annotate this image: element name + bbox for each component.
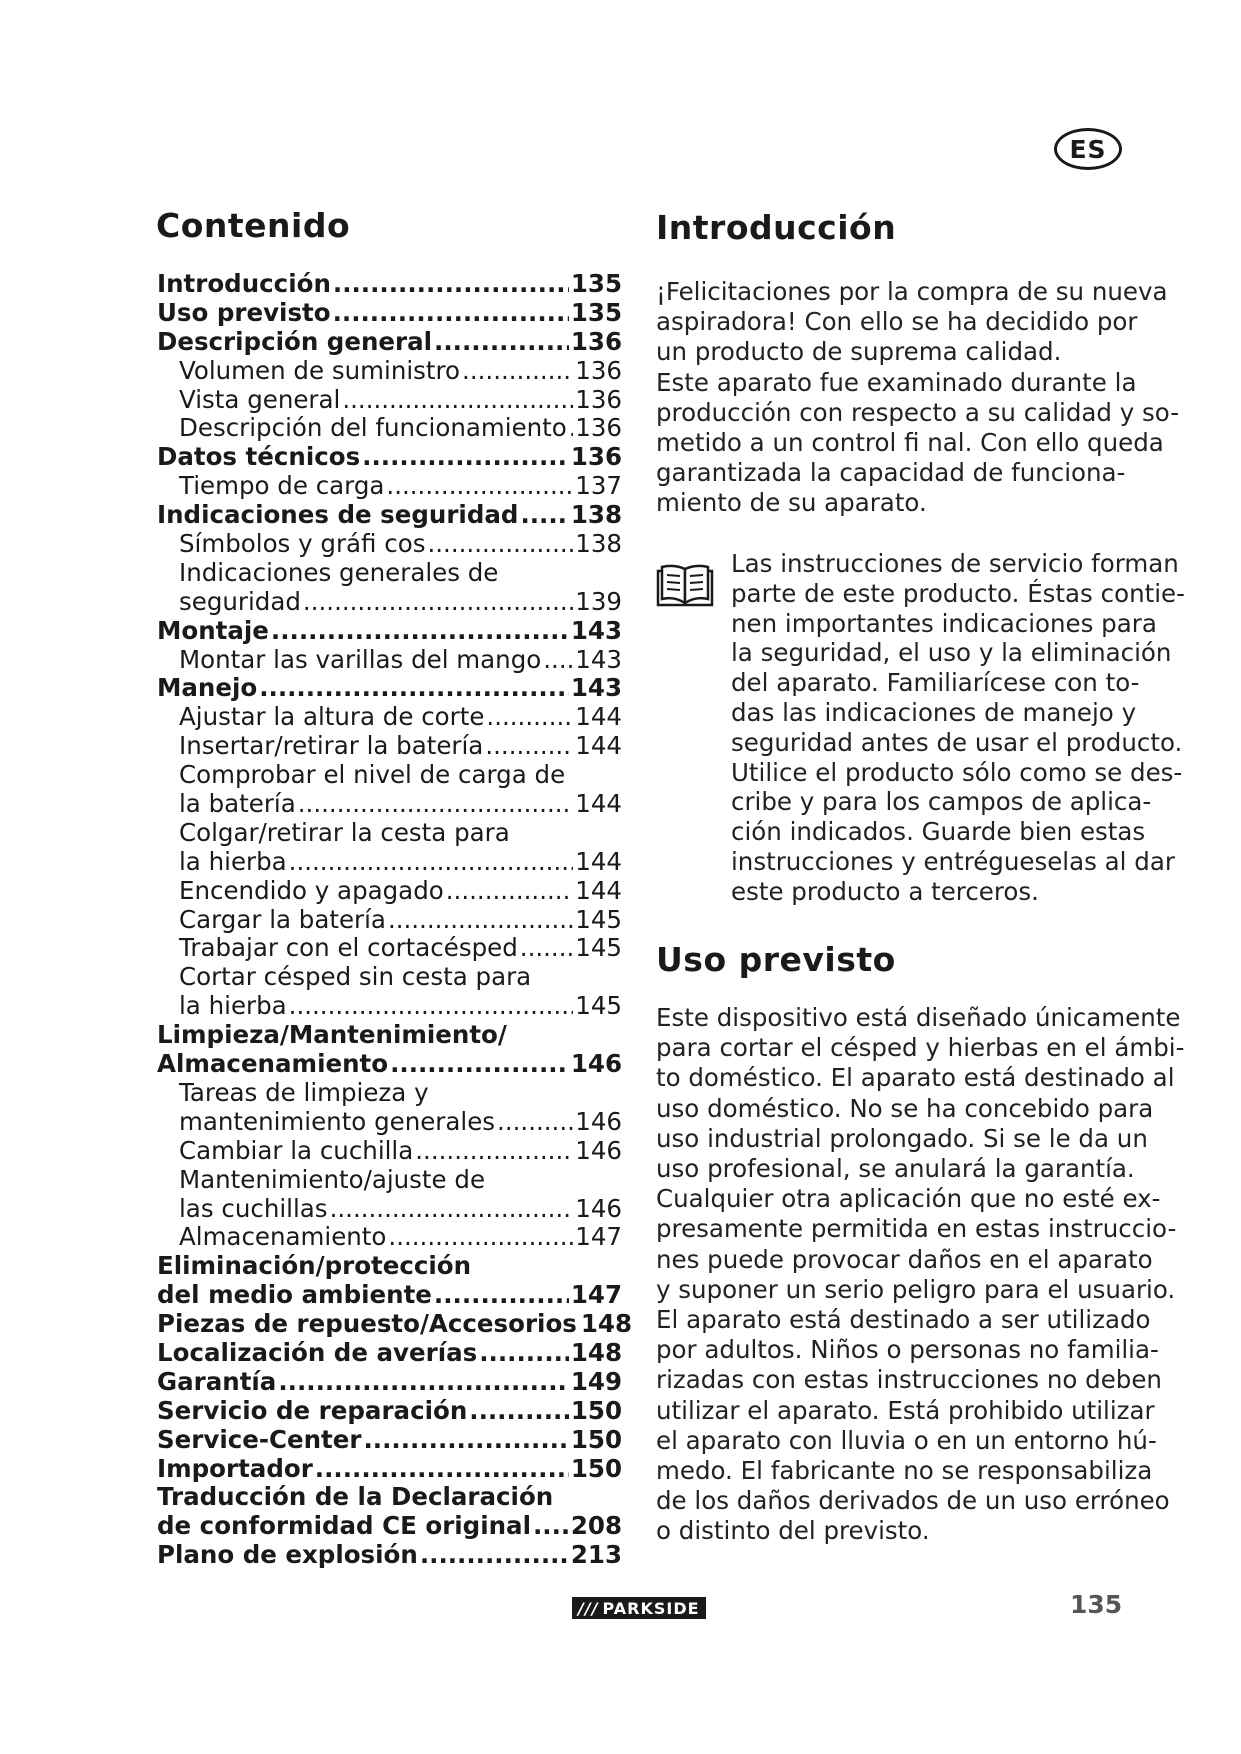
toc-entry — [157, 1426, 622, 1455]
toc-entry-label: Plano de explosión — [157, 1540, 418, 1570]
uso-title: Uso previsto — [656, 940, 896, 979]
toc-leader-dots — [520, 501, 568, 530]
toc-leader-dots — [486, 703, 573, 732]
text-line: parte de este producto. Éstas contie- — [731, 578, 1185, 608]
text-line: Utilice el producto sólo como se des- — [731, 757, 1183, 787]
toc-leader-dots — [420, 1541, 569, 1570]
toc-leader-dots — [315, 1455, 569, 1484]
toc-entry-page: 143 — [570, 615, 622, 645]
text-line: para cortar el césped y hierbas en el ámbi- — [656, 1033, 1185, 1063]
toc-leader-dots — [333, 299, 569, 328]
toc-title: Contenido — [156, 206, 351, 245]
toc-entry — [157, 963, 622, 992]
toc-entry — [157, 299, 622, 328]
text-line: ¡Felicitaciones por la compra de su nueva — [656, 277, 1168, 306]
toc-entry-page: 147 — [570, 1280, 622, 1310]
toc-entry — [157, 1252, 622, 1281]
toc-entry-page: 136 — [570, 326, 622, 356]
manual-note — [731, 549, 1185, 907]
toc-entry-label: de conformidad CE original — [157, 1511, 531, 1541]
brand-logo — [572, 1597, 706, 1619]
toc-entry-label: Montaje — [157, 615, 269, 645]
toc-entry — [157, 1108, 622, 1137]
text-line: cribe y para los campos de aplica- — [731, 787, 1152, 817]
toc-entry-label: Almacenamiento — [179, 1222, 387, 1252]
toc-leader-dots — [479, 1339, 569, 1368]
toc-entry-page: 144 — [575, 702, 622, 732]
toc-entry-page: 136 — [575, 355, 622, 385]
toc-entry-page: 148 — [580, 1309, 633, 1339]
toc-leader-dots — [388, 1223, 573, 1252]
toc-entry — [157, 1339, 622, 1368]
toc-entry-label: del medio ambiente — [157, 1280, 432, 1310]
text-line: y suponer un serio peligro para el usuario. — [656, 1274, 1176, 1304]
text-line: nen importantes indicaciones para — [731, 608, 1157, 638]
toc-entry-label: Indicaciones generales de — [179, 557, 499, 587]
toc-entry-page: 139 — [575, 586, 622, 616]
text-line: uso industrial prolongado. Si se le da un — [656, 1123, 1148, 1153]
toc-entry-page: 138 — [570, 500, 622, 530]
toc-leader-dots — [462, 357, 573, 386]
toc-entry — [157, 472, 622, 501]
toc-leader-dots — [342, 386, 573, 415]
text-line: to doméstico. El aparato está destinado al — [656, 1063, 1175, 1093]
toc-entry-label: Insertar/retirar la batería — [179, 731, 484, 761]
toc-entry-page: 146 — [575, 1106, 622, 1136]
toc-entry-label: Almacenamiento — [157, 1049, 389, 1079]
toc-entry-label: Uso previsto — [157, 297, 331, 327]
toc-entry-label: Cambiar la cuchilla — [179, 1135, 414, 1165]
toc-entry — [157, 1281, 622, 1310]
toc-entry — [157, 588, 622, 617]
toc-entry-label: Ajustar la altura de corte — [179, 702, 485, 732]
toc-leader-dots — [333, 270, 569, 299]
toc-entry — [157, 386, 622, 415]
toc-leader-dots — [569, 414, 573, 443]
toc-leader-dots — [390, 1050, 569, 1079]
toc-entry-page: 146 — [575, 1135, 622, 1165]
toc-entry-label: Volumen de suministro — [179, 355, 461, 385]
toc-entry-page: 143 — [570, 673, 622, 703]
toc-entry — [157, 414, 622, 443]
toc-entry-label: Datos técnicos — [157, 442, 361, 472]
toc-leader-dots — [259, 674, 569, 703]
text-line: Las instrucciones de servicio forman — [731, 549, 1179, 578]
uso-paragraph — [656, 1003, 1185, 1547]
toc-entry-label: Tiempo de carga — [179, 471, 385, 501]
text-line: uso doméstico. No se ha concebido para — [656, 1093, 1154, 1123]
toc-leader-dots — [362, 443, 569, 472]
toc-leader-dots — [434, 1281, 569, 1310]
toc-entry — [157, 819, 622, 848]
toc-entry-label: la batería — [179, 789, 296, 819]
toc-entry-label: la hierba — [179, 846, 287, 876]
text-line: o distinto del previsto. — [656, 1516, 930, 1546]
toc-entry — [157, 906, 622, 935]
toc-entry-page: 150 — [570, 1424, 622, 1454]
text-line: producción con respecto a su calidad y so- — [656, 397, 1180, 427]
toc-entry-label: Localización de averías — [157, 1337, 478, 1367]
toc-entry-page: 137 — [575, 471, 622, 501]
text-line: El aparato está destinado a ser utilizado — [656, 1305, 1151, 1335]
toc-entry — [157, 934, 622, 963]
toc-entry — [157, 703, 622, 732]
toc-leader-dots — [303, 588, 573, 617]
toc-entry-page: 149 — [570, 1366, 622, 1396]
toc-entry-label: Garantía — [157, 1366, 277, 1396]
toc-entry-page: 145 — [575, 904, 622, 934]
toc-entry-page: 208 — [570, 1511, 622, 1541]
text-line: das las indicaciones de manejo y — [731, 697, 1137, 727]
toc-entry-label: Montar las varillas del mango — [179, 644, 542, 674]
toc-entry — [157, 992, 622, 1021]
toc-entry — [157, 1195, 622, 1224]
text-line: aspiradora! Con ello se ha decidido por — [656, 307, 1138, 337]
toc-entry-page: 213 — [570, 1540, 622, 1570]
toc-entry-label: Limpieza/Mantenimiento/ — [157, 1020, 507, 1050]
toc-entry-page: 144 — [575, 846, 622, 876]
toc-entry — [157, 790, 622, 819]
toc-entry-label: Mantenimiento/ajuste de — [179, 1164, 486, 1194]
toc-entry-label: Traducción de la Declaración — [157, 1482, 554, 1512]
text-line: el aparato con lluvia o en un entorno hú- — [656, 1425, 1157, 1455]
toc-leader-dots — [427, 530, 573, 559]
toc-entry-page: 143 — [575, 644, 622, 674]
toc-leader-dots — [543, 646, 573, 675]
intro-title: Introducción — [656, 208, 897, 247]
toc-entry — [157, 848, 622, 877]
toc-entry — [157, 1483, 622, 1512]
toc-entry-page: 148 — [570, 1337, 622, 1367]
toc-entry — [157, 1021, 622, 1050]
text-line: garantizada la capacidad de funciona- — [656, 458, 1126, 488]
toc-leader-dots — [520, 934, 573, 963]
toc-entry — [157, 1166, 622, 1195]
text-line: Este dispositivo está diseñado únicamente — [656, 1003, 1181, 1032]
toc-entry-label: Indicaciones de seguridad — [157, 500, 519, 530]
toc-entry — [157, 877, 622, 906]
toc-entry-label: Cargar la batería — [179, 904, 386, 934]
toc-entry-page: 150 — [570, 1395, 622, 1425]
toc-entry — [157, 1455, 622, 1484]
text-line: por adultos. Niños o personas no familia- — [656, 1335, 1159, 1365]
page-number: 135 — [1070, 1590, 1123, 1619]
toc-entry — [157, 1079, 622, 1108]
toc-entry — [157, 1368, 622, 1397]
toc-entry — [157, 501, 622, 530]
toc-entry — [157, 646, 622, 675]
toc-entry-label: Servicio de reparación — [157, 1395, 468, 1425]
text-line: rizadas con estas instrucciones no deben — [656, 1365, 1162, 1395]
toc-entry-label: las cuchillas — [179, 1193, 328, 1223]
toc-entry — [157, 1512, 622, 1541]
toc-entry-label: Descripción del funcionamiento — [179, 413, 567, 443]
toc-leader-dots — [298, 790, 573, 819]
toc-entry — [157, 761, 622, 790]
text-line: medo. El fabricante no se responsabiliza — [656, 1456, 1153, 1486]
text-line: metido a un control fi nal. Con ello queda — [656, 428, 1164, 458]
toc-leader-dots — [497, 1108, 573, 1137]
toc-entry-page: 144 — [575, 731, 622, 761]
toc-entry-page: 145 — [575, 933, 622, 963]
toc-entry-page: 136 — [575, 384, 622, 414]
intro-paragraph — [656, 277, 1180, 519]
toc-entry-page: 135 — [570, 297, 622, 327]
toc-leader-dots — [446, 877, 573, 906]
toc-leader-dots — [415, 1137, 573, 1166]
toc-entry — [157, 732, 622, 761]
toc-leader-dots — [485, 732, 573, 761]
text-line: presamente permitida en estas instruccio- — [656, 1214, 1177, 1244]
text-line: la seguridad, el uso y la eliminación — [731, 638, 1172, 668]
toc-entry-label: Eliminación/protección — [157, 1251, 472, 1281]
toc-leader-dots — [278, 1368, 569, 1397]
toc-entry — [157, 1050, 622, 1079]
toc-entry-page: 146 — [570, 1049, 622, 1079]
toc-leader-dots — [363, 1426, 568, 1455]
text-line: ción indicados. Guarde bien estas — [731, 817, 1146, 847]
text-line: uso profesional, se anulará la garantía. — [656, 1154, 1135, 1184]
toc-entry — [157, 1137, 622, 1166]
text-line: instrucciones y entrégueselas al dar — [731, 846, 1175, 876]
table-of-contents — [157, 269, 633, 1570]
toc-entry-page: 144 — [575, 875, 622, 905]
toc-entry-label: Service-Center — [157, 1424, 362, 1454]
toc-leader-dots — [271, 617, 569, 646]
text-line: este producto a terceros. — [731, 876, 1039, 906]
toc-leader-dots — [386, 472, 573, 501]
toc-entry-label: Símbolos y gráfi cos — [179, 529, 426, 559]
toc-entry — [157, 357, 622, 386]
toc-entry — [157, 328, 622, 357]
toc-entry-label: Importador — [157, 1453, 313, 1483]
toc-entry-label: Descripción general — [157, 326, 433, 356]
toc-entry-page: 135 — [570, 269, 622, 298]
toc-entry — [157, 443, 622, 472]
toc-entry — [157, 674, 622, 703]
toc-entry-label: Tareas de limpieza y — [179, 1077, 429, 1107]
toc-entry-label: Introducción — [157, 269, 331, 298]
toc-entry — [157, 1541, 622, 1570]
toc-entry — [157, 617, 622, 646]
text-line: seguridad antes de usar el producto. — [731, 727, 1183, 757]
language-badge: ES — [1054, 128, 1122, 170]
toc-entry-label: Encendido y apagado — [179, 875, 444, 905]
toc-entry-page: 145 — [575, 991, 622, 1021]
toc-leader-dots — [289, 992, 574, 1021]
toc-leader-dots — [388, 906, 573, 935]
text-line: utilizar el aparato. Está prohibido utilizar — [656, 1395, 1155, 1425]
text-line: de los daños derivados de un uso erróneo — [656, 1486, 1170, 1516]
toc-entry-label: Piezas de repuesto/Accesorios — [157, 1309, 577, 1339]
toc-leader-dots — [434, 328, 569, 357]
toc-entry-label: Trabajar con el cortacésped — [179, 933, 518, 963]
text-line: Cualquier otra aplicación que no esté ex- — [656, 1184, 1161, 1214]
brand-slashes: /// — [578, 1598, 599, 1618]
text-line: miento de su aparato. — [656, 488, 927, 518]
toc-entry — [157, 559, 622, 588]
toc-entry-page: 136 — [575, 413, 622, 443]
toc-entry-page: 136 — [570, 442, 622, 472]
toc-leader-dots — [330, 1195, 574, 1224]
toc-entry-label: Colgar/retirar la cesta para — [179, 817, 510, 847]
toc-entry-label: seguridad — [179, 586, 301, 616]
toc-entry-page: 150 — [570, 1453, 622, 1483]
toc-entry-page: 144 — [575, 789, 622, 819]
brand-name: PARKSIDE — [602, 1598, 700, 1618]
toc-entry-page: 147 — [575, 1222, 622, 1252]
toc-entry — [157, 1223, 622, 1252]
toc-entry — [157, 530, 622, 559]
text-line: un producto de suprema calidad. — [656, 337, 1062, 367]
toc-leader-dots — [469, 1397, 569, 1426]
text-line: nes puede provocar daños en el aparato — [656, 1244, 1153, 1274]
book-icon — [656, 563, 714, 609]
toc-entry-label: Cortar césped sin cesta para — [179, 962, 532, 992]
toc-entry — [157, 1397, 622, 1426]
toc-entry-page: 146 — [575, 1193, 622, 1223]
toc-entry-page: 138 — [575, 529, 622, 559]
text-line: del aparato. Familiarícese con to- — [731, 668, 1140, 698]
toc-entry-label: Comprobar el nivel de carga de — [179, 760, 566, 790]
toc-entry — [157, 270, 622, 299]
toc-entry — [157, 1309, 633, 1339]
toc-entry-label: Vista general — [179, 384, 341, 414]
toc-leader-dots — [289, 848, 574, 877]
toc-entry-label: mantenimiento generales — [179, 1106, 496, 1136]
toc-entry-label: la hierba — [179, 991, 287, 1021]
text-line: Este aparato fue examinado durante la — [656, 367, 1137, 397]
toc-entry-label: Manejo — [157, 673, 258, 703]
toc-leader-dots — [533, 1512, 569, 1541]
